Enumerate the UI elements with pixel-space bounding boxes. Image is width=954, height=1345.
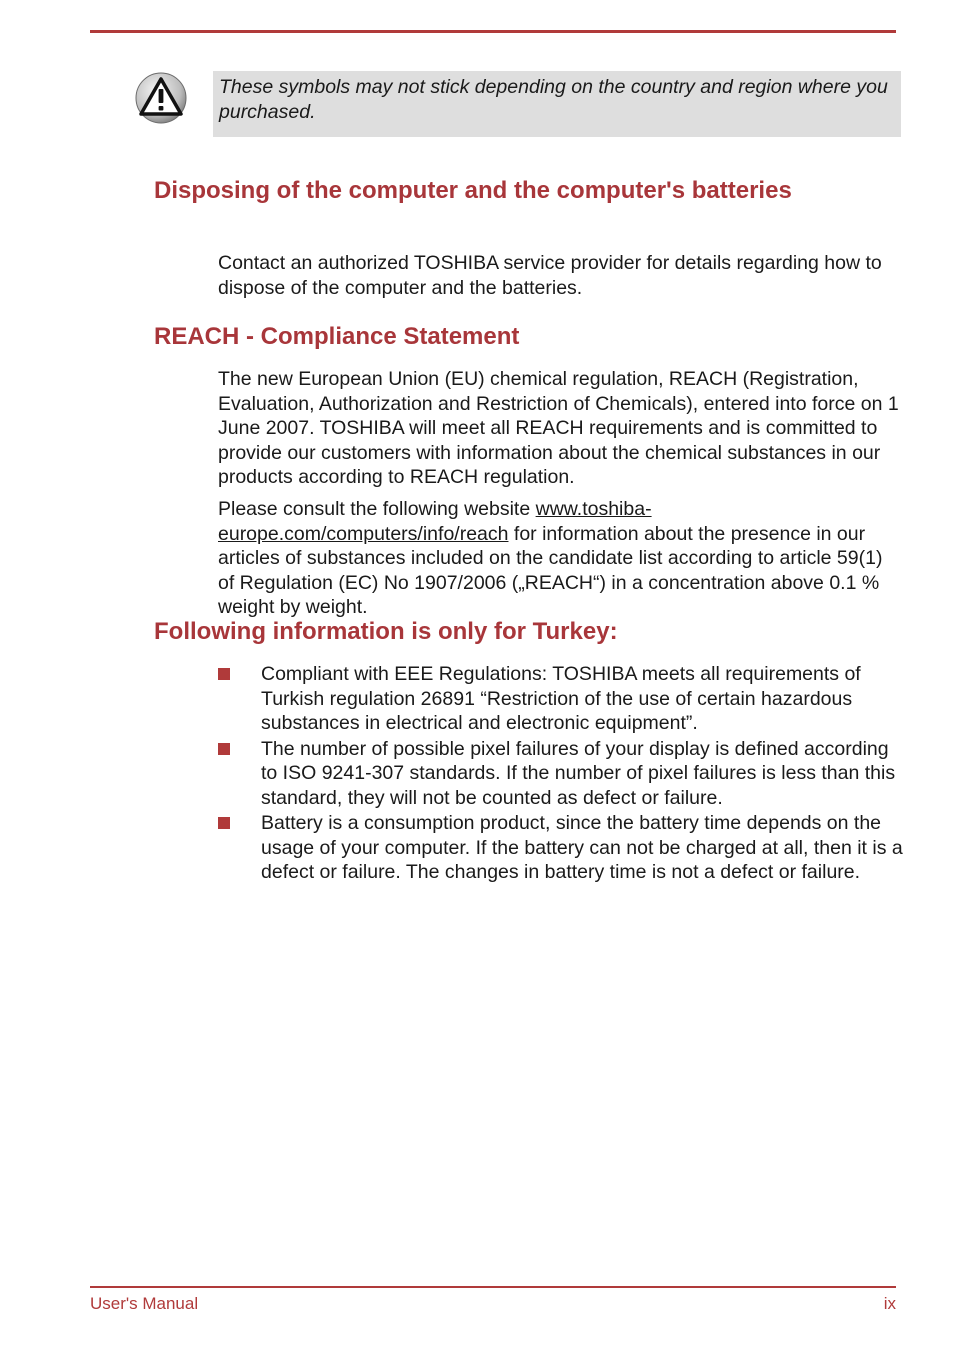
list-item — [216, 811, 906, 885]
bullet-square-icon — [218, 817, 230, 829]
caution-icon — [135, 72, 187, 124]
heading-turkey: Following information is only for Turkey: — [154, 618, 618, 645]
footer-rule — [90, 1286, 896, 1288]
reach-paragraph-2-before: Please consult the following website — [218, 498, 536, 520]
reach-paragraph-2 — [218, 497, 903, 620]
page-number: ix — [883, 1294, 896, 1313]
footer-title: User's Manual — [90, 1294, 199, 1313]
list-item-text: Compliant with EEE Regulations: TOSHIBA meets all requirements of Turkish regulation 26891 “Restriction of the use of certain hazardous substances in electrical and electronic equipment”. — [261, 663, 861, 734]
note-box — [213, 71, 901, 137]
list-item-text: The number of possible pixel failures of your display is defined according to ISO 9241-307 standards. If the number of pixel failures is less than this standard, they will not be counted as defect or failure. — [261, 737, 896, 809]
list-item — [216, 662, 906, 736]
disposing-paragraph: Contact an authorized TOSHIBA service provider for details regarding how to dispose of the computer and the batteries. — [218, 252, 882, 299]
bullet-square-icon — [218, 668, 230, 680]
header-rule — [90, 30, 896, 33]
note-text: These symbols may not stick depending on the country and region where you purchased. — [219, 76, 888, 123]
reach-paragraph-2-after: for information about the presence in our articles of substances included on the candidate list according to article 59(1) of Regulation (EC) No 1907/2006 („REACH“) in a concentration above 0.1 % weight by weight. — [218, 522, 883, 618]
turkey-list — [216, 662, 906, 886]
bullet-square-icon — [218, 743, 230, 755]
reach-website-link[interactable]: www.toshiba-europe.com/computers/info/reach — [218, 498, 652, 545]
list-item-text: Battery is a consumption product, since the battery time depends on the usage of your computer. If the battery can not be charged at all, then it is a defect or failure. The changes in battery time is not a defect or failure. — [261, 812, 903, 883]
list-item — [216, 737, 906, 811]
reach-paragraph-1: The new European Union (EU) chemical regulation, REACH (Registration, Evaluation, Authorization and Restriction of Chemicals), entered into force on 1 June 2007. TOSHIBA will meet all REACH requirements and is committed to provide our customers with information about the chemical substances in our products according to REACH regulation. — [218, 368, 899, 488]
heading-disposing: Disposing of the computer and the computer's batteries — [154, 177, 792, 204]
heading-reach: REACH - Compliance Statement — [154, 323, 520, 350]
